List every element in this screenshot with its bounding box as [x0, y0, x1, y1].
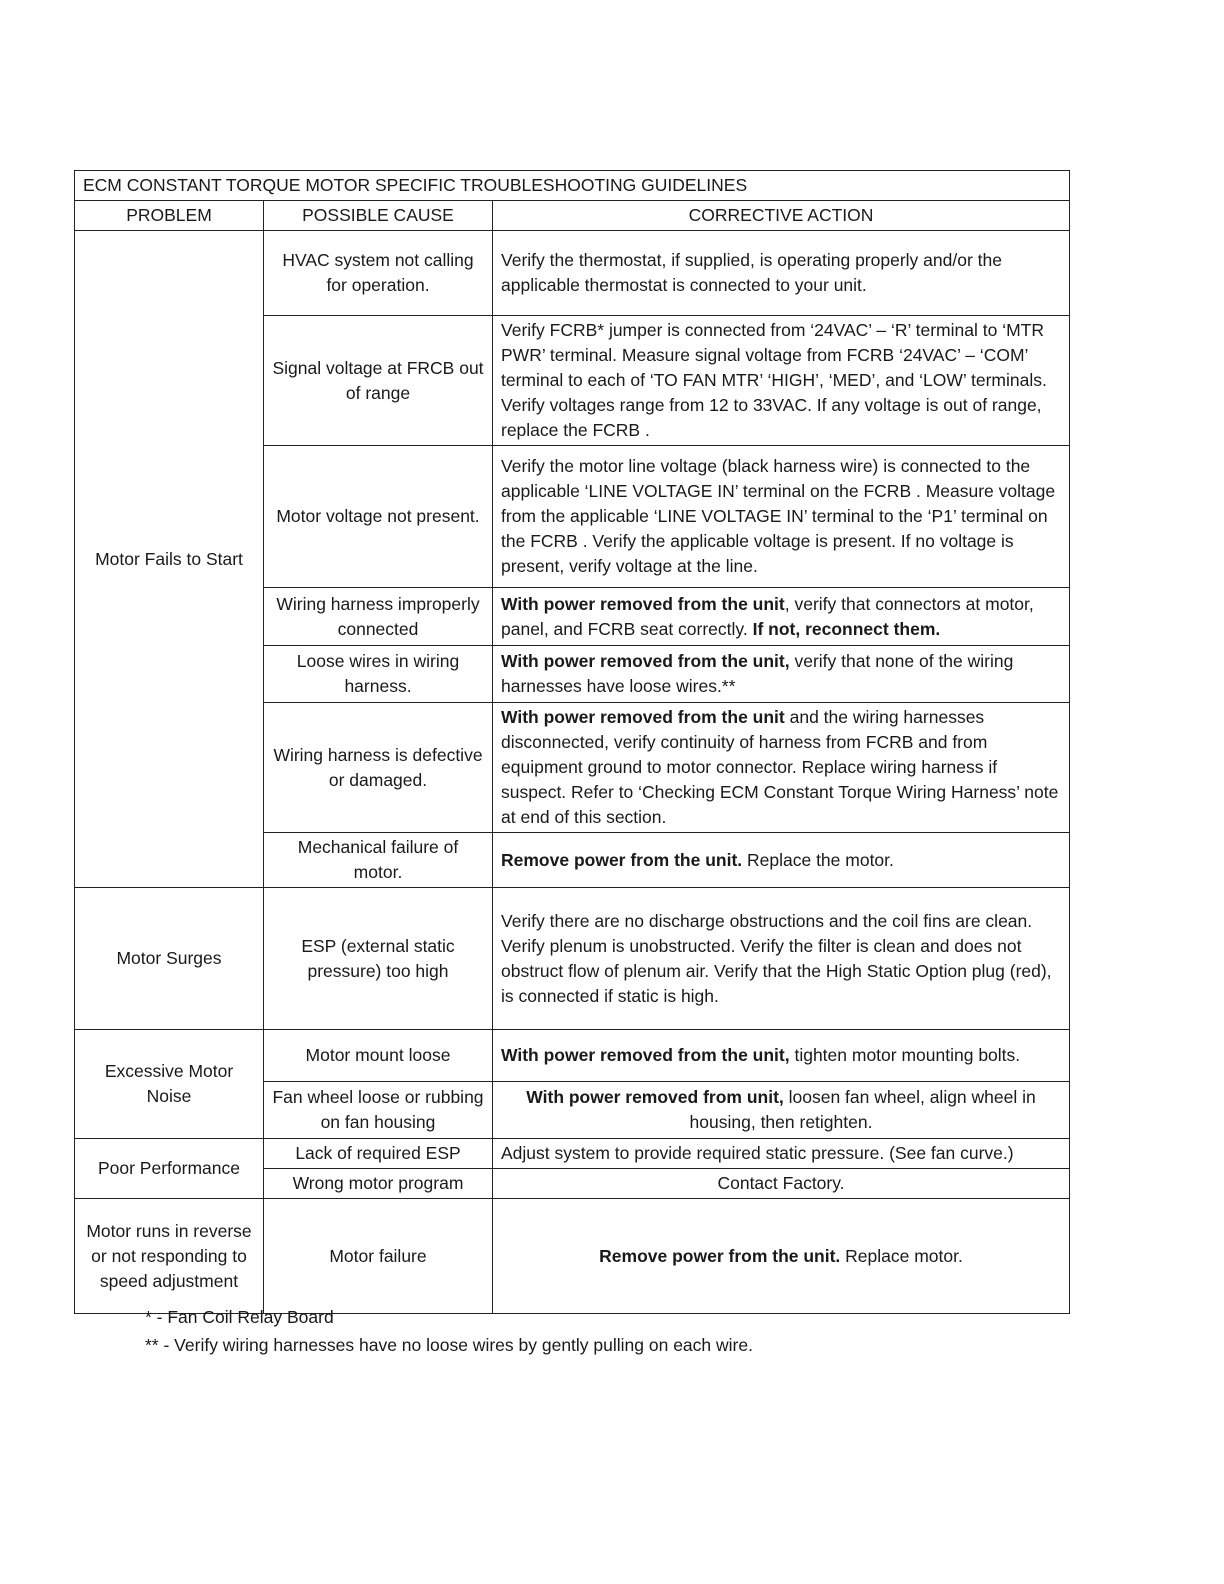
action-text: tighten motor mounting bolts.	[789, 1045, 1021, 1065]
action-cell	[493, 588, 1070, 646]
problem-cell: Motor runs in reverse or not responding to speed adjustment	[75, 1199, 264, 1314]
cause-cell: Wiring harness improperly connected	[264, 588, 493, 646]
problem-cell: Poor Performance	[75, 1139, 264, 1199]
problem-cell: Excessive Motor Noise	[75, 1030, 264, 1139]
action-cell: Verify there are no discharge obstructions and the coil fins are clean. Verify plenum is unobstructed. Verify the filter is clean and does not obstruct flow of plenum air. Verify that the High Static Option plug (red), is connected if static is high.	[493, 888, 1070, 1030]
header-action: CORRECTIVE ACTION	[493, 201, 1070, 231]
action-bold: With power removed from unit,	[526, 1087, 784, 1107]
action-text: , verify that connectors at motor, panel, and FCRB seat correctly.	[501, 593, 1034, 639]
action-text: Replace motor.	[840, 1245, 963, 1266]
cause-cell: Mechanical failure of motor.	[264, 833, 493, 888]
action-text: verify that none of the wiring harnesses have loose wires.**	[501, 651, 1014, 696]
problem-cell: Motor Surges	[75, 888, 264, 1030]
cause-cell: Fan wheel loose or rubbing on fan housing	[264, 1082, 493, 1139]
cause-cell: Motor voltage not present.	[264, 446, 493, 588]
table-row	[75, 1030, 1070, 1082]
action-text: Replace the motor.	[742, 849, 894, 870]
footnote-1: * - Fan Coil Relay Board	[145, 1307, 334, 1327]
action-bold: With power removed from the unit,	[501, 1045, 790, 1065]
action-cell: Verify FCRB* jumper is connected from ‘24VAC’ – ‘R’ terminal to ‘MTR PWR’ terminal. Measure signal voltage from FCRB ‘24VAC’ – ‘COM’ terminal to each of ‘TO FAN MTR’ ‘HIGH’, ‘MED’, and ‘LOW’ terminals. Verify voltages range from 12 to 33VAC. If any voltage is out of range, replace the FCRB .	[493, 316, 1070, 446]
action-bold: Remove power from the unit.	[599, 1245, 841, 1266]
cause-cell: Motor failure	[264, 1199, 493, 1314]
cause-cell: Loose wires in wiring harness.	[264, 646, 493, 703]
table-row	[75, 231, 1070, 316]
table-row	[75, 888, 1070, 1030]
table-row	[75, 1139, 1070, 1169]
problem-cell: Motor Fails to Start	[75, 231, 264, 888]
header-problem: PROBLEM	[75, 201, 264, 231]
action-bold: Remove power from the unit.	[501, 849, 743, 870]
cause-cell: Wrong motor program	[264, 1169, 493, 1199]
action-bold-2: If not, reconnect them.	[752, 618, 941, 639]
action-text: and the wiring harnesses disconnected, verify continuity of harness from FCRB and from equipment ground to motor connector. Replace wiring harness if suspect. Refer to ‘Checking ECM Constant Torque Wiring Harness’ note at end of this section.	[501, 707, 1059, 827]
action-cell: Verify the thermostat, if supplied, is operating properly and/or the applicable thermostat is connected to your unit.	[493, 231, 1070, 316]
cause-cell: Signal voltage at FRCB out of range	[264, 316, 493, 446]
cause-cell: Motor mount loose	[264, 1030, 493, 1082]
action-bold: With power removed from the unit,	[501, 651, 790, 671]
footnote-2: ** - Verify wiring harnesses have no loose wires by gently pulling on each wire.	[145, 1335, 753, 1355]
action-bold: With power removed from the unit	[501, 707, 785, 727]
cause-cell: Lack of required ESP	[264, 1139, 493, 1169]
action-cell	[493, 1030, 1070, 1082]
action-cell	[493, 1199, 1070, 1314]
action-cell: Adjust system to provide required static pressure. (See fan curve.)	[493, 1139, 1070, 1169]
table-row	[75, 1199, 1070, 1314]
cause-cell: ESP (external static pressure) too high	[264, 888, 493, 1030]
action-cell	[493, 1082, 1070, 1139]
table-title: ECM CONSTANT TORQUE MOTOR SPECIFIC TROUBLESHOOTING GUIDELINES	[75, 171, 1070, 201]
action-text: loosen fan wheel, align wheel in housing, then retighten.	[689, 1087, 1036, 1132]
header-cause: POSSIBLE CAUSE	[264, 201, 493, 231]
footnotes	[145, 1303, 753, 1359]
cause-cell: HVAC system not calling for operation.	[264, 231, 493, 316]
cause-cell: Wiring harness is defective or damaged.	[264, 703, 493, 833]
action-cell	[493, 646, 1070, 703]
action-cell: Contact Factory.	[493, 1169, 1070, 1199]
action-bold: With power removed from the unit	[501, 593, 785, 614]
troubleshooting-table	[74, 170, 1070, 1314]
action-cell: Verify the motor line voltage (black harness wire) is connected to the applicable ‘LINE VOLTAGE IN’ terminal on the FCRB . Measure voltage from the applicable ‘LINE VOLTAGE IN’ terminal to the ‘P1’ terminal on the FCRB . Verify the applicable voltage is present. If no voltage is present, verify voltage at the line.	[493, 446, 1070, 588]
action-cell	[493, 703, 1070, 833]
action-cell	[493, 833, 1070, 888]
